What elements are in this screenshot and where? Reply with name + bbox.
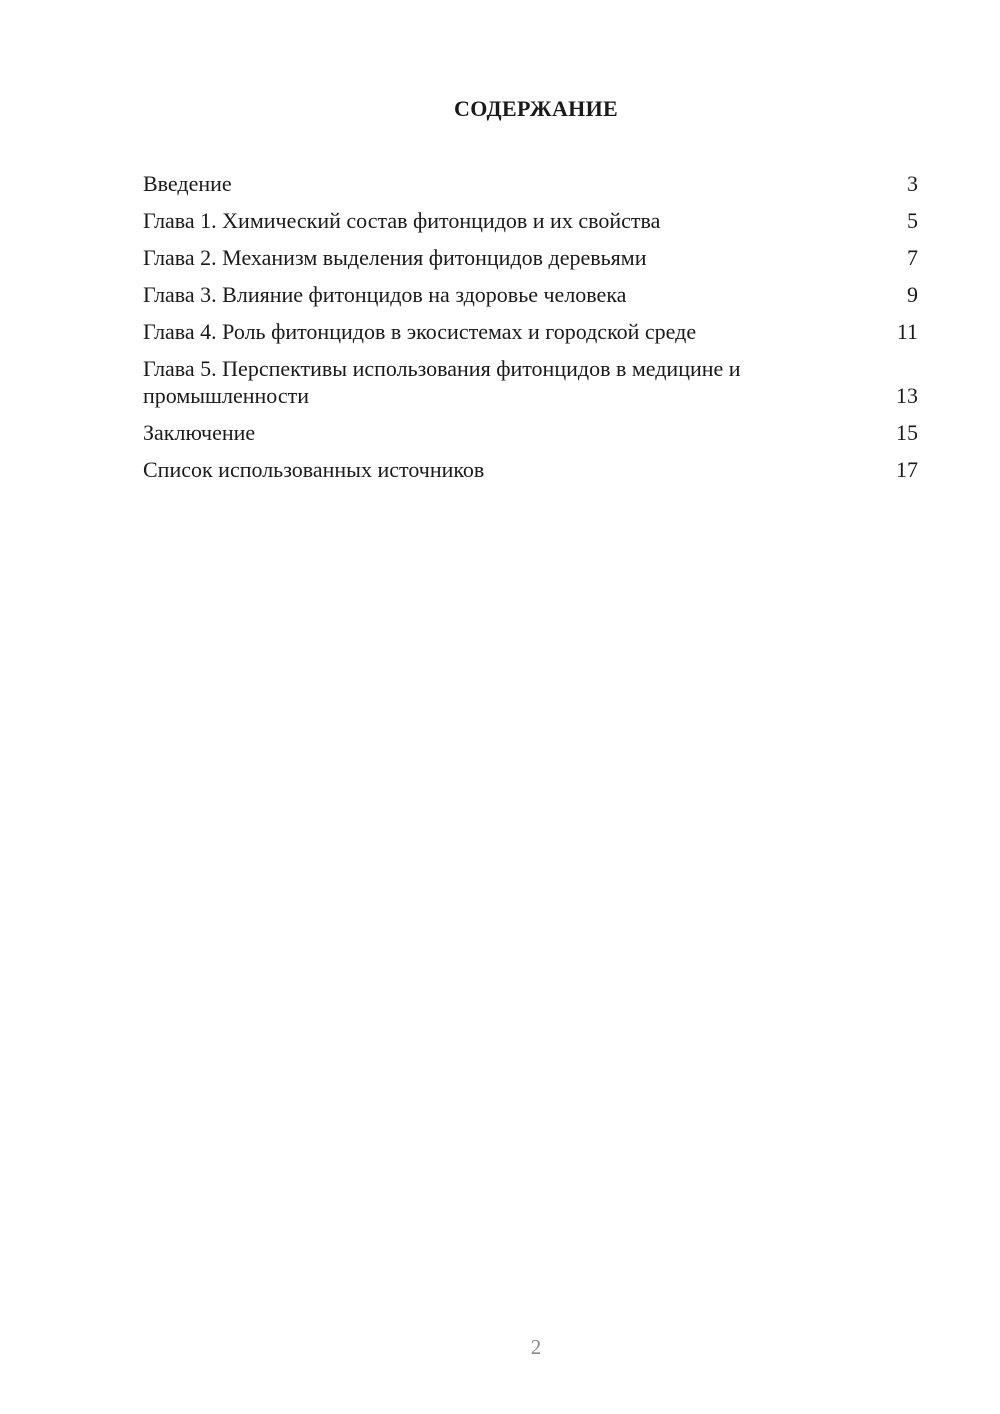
page-number: 2	[530, 1335, 542, 1359]
toc-entry[interactable]	[143, 419, 918, 446]
toc-entry-label: Введение	[143, 171, 232, 196]
toc-entry-label: Список использованных источников	[143, 457, 485, 482]
toc-entry[interactable]	[143, 170, 918, 197]
toc-entry-page: 13	[896, 383, 918, 408]
toc-entry[interactable]	[143, 281, 918, 308]
toc-entry[interactable]	[143, 318, 918, 345]
toc-entry[interactable]	[143, 355, 918, 409]
toc-entry-label: Глава 1. Химический состав фитонцидов и их свойства	[143, 208, 661, 233]
toc-entry-page: 17	[896, 457, 918, 482]
toc-entry-label: Заключение	[143, 420, 256, 445]
toc-entry-page: 3	[907, 171, 918, 196]
toc-entry-label: Глава 5. Перспективы использования фитонцидов в медицине и промышленности	[143, 356, 741, 408]
toc-entry-label: Глава 2. Механизм выделения фитонцидов деревьями	[143, 245, 647, 270]
toc-entry-label: Глава 4. Роль фитонцидов в экосистемах и городской среде	[143, 319, 697, 344]
toc-entry-page: 11	[896, 319, 918, 344]
toc-entry-label: Глава 3. Влияние фитонцидов на здоровье человека	[143, 282, 627, 307]
table-of-contents	[143, 170, 918, 493]
toc-entry-page: 9	[907, 282, 918, 307]
toc-entry-page: 15	[896, 420, 918, 445]
toc-entry-page: 7	[907, 245, 918, 270]
toc-entry[interactable]	[143, 244, 918, 271]
page-title: СОДЕРЖАНИЕ	[454, 96, 618, 121]
toc-entry[interactable]	[143, 207, 918, 234]
toc-entry-page: 5	[907, 208, 918, 233]
toc-entry[interactable]	[143, 456, 918, 483]
